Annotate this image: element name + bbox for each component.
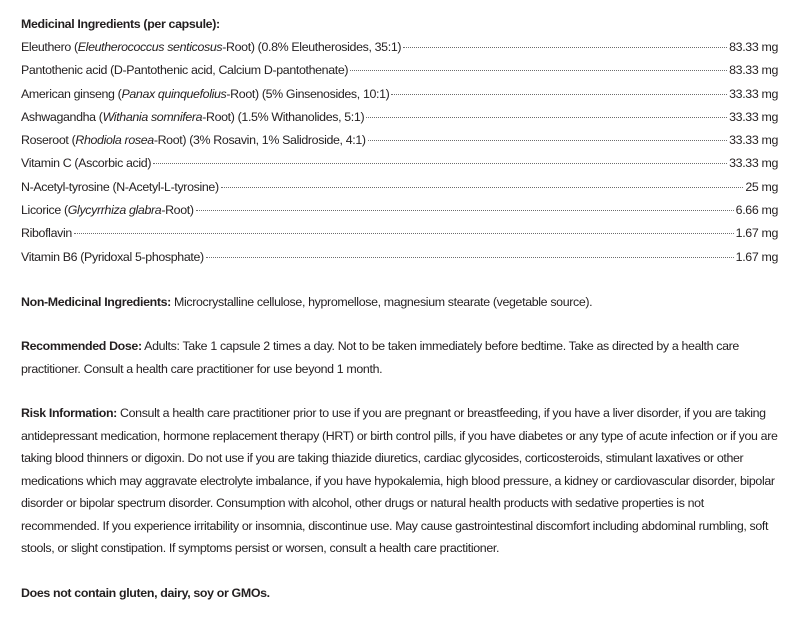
dot-leader bbox=[403, 47, 727, 48]
recommended-dose bbox=[21, 335, 778, 380]
ingredient-row bbox=[21, 222, 778, 245]
ingredient-amount: 33.33 mg bbox=[729, 109, 778, 124]
ingredient-name: Eleuthero (Eleutherococcus senticosus-Root) (0.8% Eleutherosides, 35:1) bbox=[21, 40, 402, 54]
ingredient-amount: 25 mg bbox=[745, 179, 778, 194]
dot-leader bbox=[221, 187, 744, 188]
ingredient-row bbox=[21, 83, 778, 106]
dot-leader bbox=[74, 233, 734, 234]
ingredient-amount: 83.33 mg bbox=[729, 63, 778, 78]
ingredient-name: Licorice (Glycyrrhiza glabra-Root) bbox=[21, 203, 194, 218]
ingredient-name: Riboflavin bbox=[21, 226, 72, 241]
ingredient-amount: 1.67 mg bbox=[735, 249, 778, 264]
allergen-claim: Does not contain gluten, dairy, soy or GMOs. bbox=[21, 585, 270, 600]
dot-leader bbox=[366, 117, 727, 118]
ingredient-row bbox=[21, 246, 778, 269]
non-medicinal-ingredients bbox=[21, 291, 778, 314]
dot-leader bbox=[196, 210, 734, 211]
ingredient-row bbox=[21, 129, 778, 152]
ingredient-name: Vitamin B6 (Pyridoxal 5-phosphate) bbox=[21, 249, 204, 264]
ingredient-row bbox=[21, 152, 778, 175]
ingredient-name: Pantothenic acid (D-Pantothenic acid, Calcium D-pantothenate) bbox=[21, 63, 349, 78]
ingredient-name: N-Acetyl-tyrosine (N-Acetyl-L-tyrosine) bbox=[21, 179, 219, 194]
ingredient-row bbox=[21, 176, 778, 199]
ingredient-amount: 83.33 mg bbox=[729, 40, 778, 54]
dot-leader bbox=[206, 257, 734, 258]
ingredient-amount: 6.66 mg bbox=[735, 203, 778, 218]
ingredient-amount: 33.33 mg bbox=[729, 156, 778, 171]
ingredient-row bbox=[21, 199, 778, 222]
non-medicinal-label: Non-Medicinal Ingredients: bbox=[21, 294, 171, 309]
risk-label: Risk Information: bbox=[21, 406, 117, 421]
dot-leader bbox=[368, 140, 727, 141]
risk-information bbox=[21, 402, 778, 560]
dot-leader bbox=[391, 94, 727, 95]
non-medicinal-text: Microcrystalline cellulose, hypromellose, magnesium stearate (vegetable source). bbox=[170, 294, 593, 309]
medicinal-ingredients-heading: Medicinal Ingredients (per capsule): bbox=[21, 17, 220, 31]
ingredient-amount: 1.67 mg bbox=[735, 226, 778, 241]
ingredient-name: Roseroot (Rhodiola rosea-Root) (3% Rosavin, 1% Salidroside, 4:1) bbox=[21, 133, 366, 148]
dot-leader bbox=[153, 163, 727, 164]
ingredient-row bbox=[21, 59, 778, 82]
ingredient-amount: 33.33 mg bbox=[729, 133, 778, 148]
ingredient-amount: 33.33 mg bbox=[729, 86, 778, 101]
ingredients-list bbox=[21, 36, 778, 269]
dose-label: Recommended Dose: bbox=[21, 339, 142, 354]
ingredient-name: Ashwagandha (Withania somnifera-Root) (1.5% Withanolides, 5:1) bbox=[21, 109, 365, 124]
ingredient-name: Vitamin C (Ascorbic acid) bbox=[21, 156, 152, 171]
ingredient-name: American ginseng (Panax quinquefolius-Root) (5% Ginsenosides, 10:1) bbox=[21, 86, 390, 101]
risk-text: Consult a health care practitioner prior to use if you are pregnant or breastfeeding, if you have a liver disorder, if you are taking antidepressant medication, hormone replacement therapy (HRT) or birth control pills, if you have diabetes or any type of acute infection or if you are taking blood thinners or digoxin. Do not use if you are taking thiazide diuretics, cardiac glycosides, corticosteroids, stimulant laxatives or other medications which may aggravate electrolyte imbalance, if you have hypokalemia, high blood pressure, a kidney or cardiovascular disorder, bipolar disorder or bipolar spectrum disorder. Consumption with alcohol, other drugs or natural health products with sedative properties is not recommended. If you experience irritability or insomnia, discontinue use. May cause gastrointestinal discomfort including abdominal rumbling, soft stools, or slight constipation. If symptoms persist or worsen, consult a health care practitioner. bbox=[21, 406, 778, 556]
dot-leader bbox=[350, 70, 727, 71]
dose-text: Adults: Take 1 capsule 2 times a day. Not to be taken immediately before bedtime. Take as directed by a health care practitioner. Consult a health care practitioner for use beyond 1 month. bbox=[21, 339, 739, 376]
ingredient-row bbox=[21, 106, 778, 129]
ingredient-row bbox=[21, 36, 778, 59]
